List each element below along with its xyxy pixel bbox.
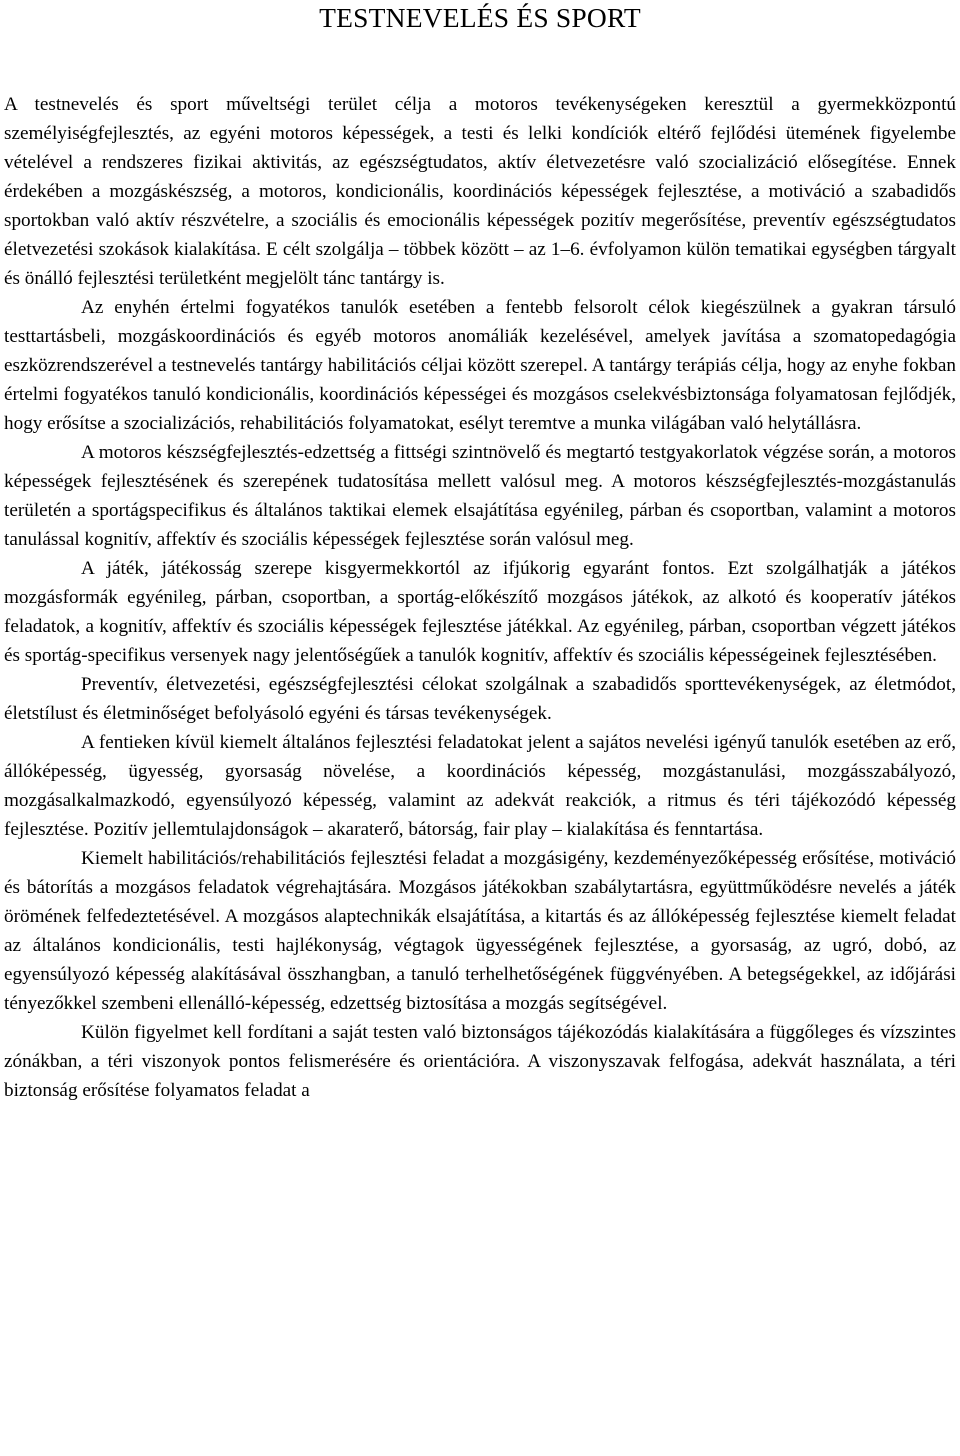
document-body (4, 90, 956, 1105)
paragraph-preventive: Preventív, életvezetési, egészségfejlesztési célokat szolgálnak a szabadidős sporttevékenységek, az életmódot, életstílust és életminőséget befolyásoló egyéni és társas tevékenységek. (4, 674, 956, 724)
paragraph-intellectual-disability: Az enyhén értelmi fogyatékos tanulók esetében a fentebb felsorolt célok kiegészülnek a gyakran társuló testtartásbeli, mozgáskoordinációs és egyéb motoros anomáliák kezelésével, amelyek javítása a szomatopedagógia eszközrendszerével a testnevelés tantárgy habilitációs céljai között szerepel. A tantárgy terápiás célja, hogy az enyhe fokban értelmi fogyatékos tanuló kondicionális, koordinációs képességei és mozgásos cselekvésbiztonsága folyamatosan fejlődjék, hogy erősítse a szocializációs, rehabilitációs folyamatokat, esélyt teremtve a munka világában való helytállásra. (4, 297, 956, 434)
paragraph-motor-skills: A motoros készségfejlesztés-edzettség a fittségi szintnövelő és megtartó testgyakorlatok végzése során, a motoros képességek fejlesztésének és szerepének tudatosítása mellett valósul meg. A motoros készségfejlesztés-mozgástanulás területén a sportágspecifikus és általános taktikai elemek elsajátítása egyénileg, párban és csoportban, valamint a motoros tanulással kognitív, affektív és szociális képességek fejlesztése során valósul meg. (4, 442, 956, 550)
paragraph-general-tasks: A fentieken kívül kiemelt általános fejlesztési feladatokat jelent a sajátos nevelési igényű tanulók esetében az erő, állóképesség, ügyesség, gyorsaság növelése, a koordinációs képesség, mozgástanulási, mozgásszabályozó, mozgásalkalmazkodó, egyensúlyozó képesség, valamint az adekvát reakciók, a ritmus és téri tájékozódó képesség fejlesztése. Pozitív jellemtulajdonságok – akaraterő, bátorság, fair play – kialakítása és fenntartása. (4, 732, 956, 840)
paragraph-play: A játék, játékosság szerepe kisgyermekkortól az ifjúkorig egyaránt fontos. Ezt szolgálhatják a játékos mozgásformák egyénileg, párban, csoportban, a sportág-előkészítő mozgásos játékok, az alkotó és kooperatív játékos feladatok, a kognitív, affektív és szociális képességek fejlesztése játékkal. Az egyénileg, párban, csoportban végzett játékos és sportág-specifikus versenyek nagy jelentőségűek a tanulók kognitív, affektív és szociális képességeinek fejlesztésében. (4, 558, 956, 666)
paragraph-habilitation: Kiemelt habilitációs/rehabilitációs fejlesztési feladat a mozgásigény, kezdeményezőképesség erősítése, motiváció és bátorítás a mozgásos feladatok végrehajtására. Mozgásos játékokban szabálytartásra, együttműködésre nevelés a játék örömének felfedeztetésével. A mozgásos alaptechnikák elsajátítása, a kitartás és az állóképesség fejlesztése kiemelt feladat az általános kondicionális, testi hajlékonyság, végtagok ügyességének fejlesztése, a gyorsaság, az ugró, dobó, az egyensúlyozó képesség alakításával összhangban, a tanuló terhelhetőségének függvényében. A betegségekkel, az időjárási tényezőkkel szembeni ellenálló-képesség, edzettség biztosítása a mozgás segítségével. (4, 848, 956, 1014)
paragraph-orientation: Külön figyelmet kell fordítani a saját testen való biztonságos tájékozódás kialakítására a függőleges és vízszintes zónákban, a téri viszonyok pontos felismerésére és orientációra. A viszonyszavak felfogása, adekvát használata, a téri biztonság erősítése folyamatos feladat a (4, 1022, 956, 1101)
paragraph-goals: A testnevelés és sport műveltségi terület célja a motoros tevékenységeken keresztül a gyermekközpontú személyiségfejlesztés, az egyéni motoros képességek, a testi és lelki kondíciók eltérő fejlődési ütemének figyelembe vételével a rendszeres fizikai aktivitás, az egészségtudatos, aktív életvezetésre való szocializáció elősegítése. Ennek érdekében a mozgáskészség, a motoros, kondicionális, koordinációs képességek fejlesztése, a motiváció a szabadidős sportokban való aktív részvételre, a szociális és emocionális képességek pozitív megerősítése, preventív egészségtudatos életvezetési szokások kialakítása. E célt szolgálja – többek között – az 1–6. évfolyamon külön tematikai egységben tárgyalt és önálló fejlesztési területként megjelölt tánc tantárgy is. (4, 94, 956, 289)
page-title: TESTNEVELÉS ÉS SPORT (319, 2, 641, 33)
